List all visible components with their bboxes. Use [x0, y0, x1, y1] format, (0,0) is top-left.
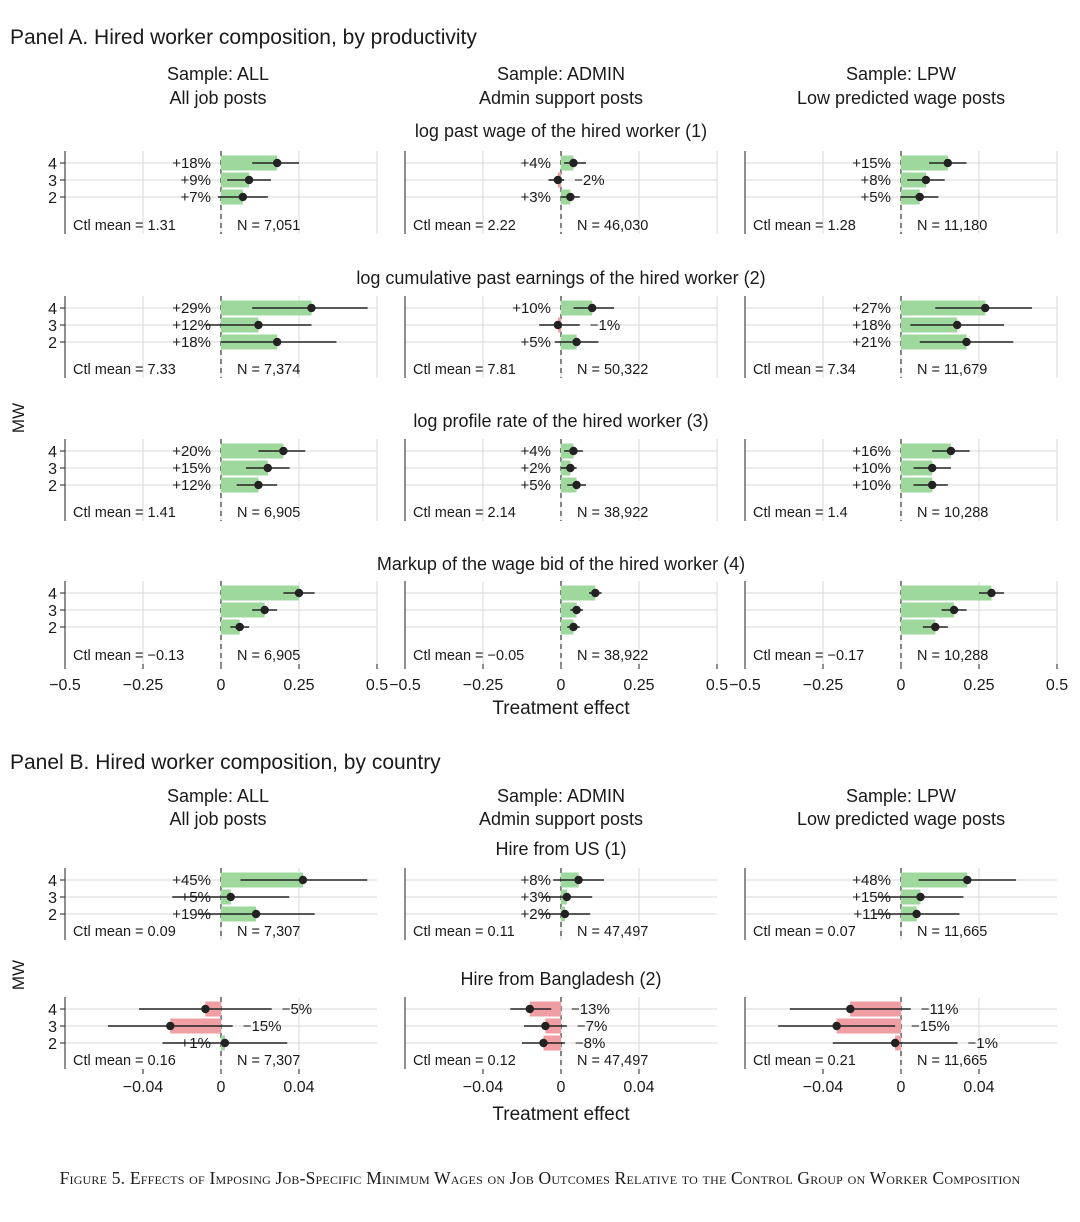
- facet-cell: [48, 868, 377, 940]
- point-estimate: [928, 464, 936, 472]
- column-description: Low predicted wage posts: [796, 809, 1006, 829]
- control-mean-label: Ctl mean = 0.11: [413, 924, 515, 940]
- point-estimate: [227, 893, 235, 901]
- point-estimate: [944, 159, 952, 167]
- point-estimate: [221, 1039, 229, 1047]
- effect-label: −8%: [574, 1035, 606, 1052]
- control-mean-label: Ctl mean = 1.4: [753, 505, 848, 521]
- point-estimate: [554, 321, 562, 329]
- sample-size-label: N = 11,679: [917, 362, 988, 378]
- row-title: log cumulative past earnings of the hired worker (2): [356, 268, 766, 288]
- point-estimate: [572, 481, 580, 489]
- x-axis-label: Treatment effect: [492, 698, 630, 719]
- point-estimate: [260, 606, 268, 614]
- facet-cell: [745, 439, 1057, 521]
- y-tick-label: 2: [48, 1036, 57, 1053]
- point-estimate: [931, 623, 939, 631]
- x-tick-label: 0: [556, 677, 566, 694]
- effect-label: +27%: [852, 300, 891, 317]
- y-tick-label: 3: [48, 1019, 57, 1036]
- effect-label: +2%: [520, 460, 551, 477]
- sample-size-label: N = 6,905: [237, 648, 301, 664]
- x-tick-label: 0.25: [963, 677, 995, 694]
- effect-label: −13%: [571, 1001, 610, 1018]
- x-tick-label: 0: [216, 1079, 226, 1096]
- control-mean-label: Ctl mean = 0.12: [413, 1053, 516, 1069]
- x-tick-label: 0.25: [623, 677, 655, 694]
- panel-title: Panel A. Hired worker composition, by productivity: [10, 26, 477, 49]
- effect-label: +15%: [852, 889, 891, 906]
- control-mean-label: Ctl mean = −0.05: [413, 648, 525, 664]
- control-mean-label: Ctl mean = −0.13: [73, 648, 185, 664]
- y-tick-label: 2: [48, 620, 57, 637]
- point-estimate: [572, 338, 580, 346]
- control-mean-label: Ctl mean = 1.28: [753, 218, 856, 234]
- facet-cell: [405, 296, 717, 378]
- y-tick-label: 4: [48, 301, 57, 318]
- bar: [901, 586, 991, 601]
- effect-label: +3%: [520, 889, 551, 906]
- x-axis-label: Treatment effect: [492, 1104, 630, 1125]
- effect-label: −15%: [911, 1018, 950, 1035]
- sample-size-label: N = 7,374: [237, 362, 301, 378]
- effect-label: +12%: [172, 477, 211, 494]
- effect-label: +19%: [172, 906, 211, 923]
- effect-label: +20%: [172, 443, 211, 460]
- figure-caption: Figure 5. Effects of Imposing Job-Specific Minimum Wages on Job Outcomes Relative to the Control Group on Worker Composition: [59, 1168, 1021, 1188]
- y-tick-label: 2: [48, 190, 57, 207]
- facet-cell: [745, 868, 1057, 940]
- y-tick-label: 3: [48, 173, 57, 190]
- x-tick-label: 0: [896, 677, 906, 694]
- x-tick-label: 0: [216, 677, 226, 694]
- effect-label: −1%: [967, 1035, 999, 1052]
- control-mean-label: Ctl mean = 1.31: [73, 218, 176, 234]
- effect-label: +4%: [520, 155, 551, 172]
- panel-title: Panel B. Hired worker composition, by country: [10, 751, 441, 774]
- row-number: (2): [639, 969, 662, 989]
- effect-label: −2%: [574, 172, 605, 189]
- control-mean-label: Ctl mean = 0.07: [753, 924, 856, 940]
- point-estimate: [273, 159, 281, 167]
- control-mean-label: Ctl mean = 0.16: [73, 1053, 176, 1069]
- point-estimate: [526, 1005, 534, 1013]
- effect-label: +29%: [172, 300, 211, 317]
- sample-size-label: N = 11,180: [917, 218, 988, 234]
- point-estimate: [561, 910, 569, 918]
- effect-label: +1%: [180, 1035, 211, 1052]
- effect-label: −5%: [281, 1001, 313, 1018]
- sample-size-label: N = 11,665: [917, 924, 988, 940]
- row-title: Markup of the wage bid of the hired worker (4): [376, 554, 746, 574]
- effect-label: +10%: [852, 477, 891, 494]
- point-estimate: [307, 304, 315, 312]
- point-estimate: [566, 193, 574, 201]
- point-estimate: [832, 1022, 840, 1030]
- x-tick-label: −0.04: [802, 1079, 844, 1096]
- point-estimate: [953, 321, 961, 329]
- point-estimate: [569, 623, 577, 631]
- x-tick-label: −0.04: [122, 1079, 164, 1096]
- row-title: Hire from Bangladesh (2): [460, 969, 662, 989]
- effect-label: +2%: [520, 906, 551, 923]
- point-estimate: [563, 893, 571, 901]
- point-estimate: [254, 321, 262, 329]
- sample-size-label: N = 7,307: [237, 924, 301, 940]
- effect-label: +4%: [520, 443, 551, 460]
- point-estimate: [922, 176, 930, 184]
- y-tick-label: 3: [48, 318, 57, 335]
- effect-label: −1%: [589, 317, 621, 334]
- effect-label: +16%: [852, 443, 891, 460]
- x-tick-label: 0: [556, 1079, 566, 1096]
- column-sample-label: Sample: ADMIN: [496, 64, 626, 84]
- y-tick-label: 3: [48, 461, 57, 478]
- point-estimate: [591, 589, 599, 597]
- facet-cell: [48, 997, 377, 1069]
- effect-label: +15%: [172, 460, 211, 477]
- control-mean-label: Ctl mean = 2.14: [413, 505, 516, 521]
- point-estimate: [566, 464, 574, 472]
- point-estimate: [254, 481, 262, 489]
- effect-label: +18%: [172, 155, 211, 172]
- sample-size-label: N = 10,288: [917, 505, 989, 521]
- x-tick-label: 0.5: [1045, 677, 1069, 694]
- facet-cell: [745, 997, 1057, 1069]
- column-description: All job posts: [169, 809, 267, 829]
- y-tick-label: 4: [48, 1002, 57, 1019]
- point-estimate: [252, 910, 260, 918]
- point-estimate: [273, 338, 281, 346]
- facet-cell: [48, 151, 377, 234]
- point-estimate: [962, 338, 970, 346]
- sample-size-label: N = 38,922: [577, 505, 649, 521]
- panel-a: [9, 26, 1068, 719]
- point-estimate: [572, 606, 580, 614]
- row-number: (4): [723, 554, 746, 574]
- point-estimate: [166, 1022, 174, 1030]
- x-tick-label: 0.5: [365, 677, 389, 694]
- row-title: log profile rate of the hired worker (3): [413, 411, 709, 431]
- point-estimate: [569, 159, 577, 167]
- column-sample-label: Sample: LPW: [845, 64, 957, 84]
- effect-label: +5%: [520, 334, 551, 351]
- row-title: log past wage of the hired worker (1): [414, 121, 708, 141]
- y-tick-label: 2: [48, 478, 57, 495]
- point-estimate: [541, 1022, 549, 1030]
- column-description: All job posts: [169, 88, 267, 108]
- point-estimate: [279, 447, 287, 455]
- y-tick-label: 4: [48, 156, 57, 173]
- point-estimate: [891, 1039, 899, 1047]
- effect-label: +5%: [180, 889, 211, 906]
- x-tick-label: 0: [896, 1079, 906, 1096]
- effect-label: +12%: [172, 317, 211, 334]
- effect-label: +3%: [520, 189, 551, 206]
- effect-label: −15%: [242, 1018, 282, 1035]
- column-description: Admin support posts: [478, 809, 644, 829]
- control-mean-label: Ctl mean = 7.34: [753, 362, 856, 378]
- column-sample-label: Sample: ALL: [166, 786, 270, 806]
- sample-size-label: N = 38,922: [577, 648, 649, 664]
- facet-cell: [405, 439, 717, 521]
- effect-label: +18%: [172, 334, 211, 351]
- x-tick-label: −0.25: [802, 677, 844, 694]
- facet-cell: [745, 296, 1057, 378]
- x-tick-label: 0.04: [623, 1079, 655, 1096]
- control-mean-label: Ctl mean = −0.17: [753, 648, 865, 664]
- x-tick-label: −0.5: [49, 677, 81, 694]
- column-description: Admin support posts: [478, 88, 644, 108]
- y-axis-label-mw: MW: [9, 402, 28, 434]
- sample-size-label: N = 47,497: [577, 924, 649, 940]
- control-mean-label: Ctl mean = 2.22: [413, 218, 516, 234]
- control-mean-label: Ctl mean = 7.81: [413, 362, 516, 378]
- y-tick-label: 4: [48, 444, 57, 461]
- effect-label: +10%: [852, 460, 891, 477]
- y-axis-label-mw: MW: [9, 959, 28, 991]
- facet-cell: [48, 581, 377, 664]
- x-tick-label: −0.04: [462, 1079, 504, 1096]
- effect-label: +45%: [172, 872, 211, 889]
- point-estimate: [554, 176, 562, 184]
- facet-cell: [745, 151, 1057, 234]
- panel-b: [9, 751, 1057, 1125]
- column-sample-label: Sample: ALL: [166, 64, 270, 84]
- point-estimate: [912, 910, 920, 918]
- facet-cell: [405, 868, 717, 940]
- row-number: (1): [604, 839, 627, 859]
- facet-cell: [405, 581, 717, 664]
- effect-label: +5%: [520, 477, 551, 494]
- point-estimate: [239, 193, 247, 201]
- control-mean-label: Ctl mean = 0.09: [73, 924, 176, 940]
- effect-label: −11%: [920, 1001, 959, 1018]
- point-estimate: [916, 193, 924, 201]
- y-tick-label: 2: [48, 335, 57, 352]
- sample-size-label: N = 46,030: [577, 218, 649, 234]
- row-number: (2): [743, 268, 766, 288]
- point-estimate: [846, 1005, 854, 1013]
- sample-size-label: N = 7,051: [237, 218, 301, 234]
- point-estimate: [539, 1039, 547, 1047]
- column-description: Low predicted wage posts: [796, 88, 1006, 108]
- column-sample-label: Sample: ADMIN: [496, 786, 626, 806]
- effect-label: +5%: [860, 189, 891, 206]
- point-estimate: [236, 623, 244, 631]
- point-estimate: [574, 876, 582, 884]
- effect-label: +18%: [852, 317, 891, 334]
- point-estimate: [588, 304, 596, 312]
- x-tick-label: 0.04: [283, 1079, 315, 1096]
- y-tick-label: 3: [48, 890, 57, 907]
- facet-cell: [48, 296, 377, 378]
- effect-label: +48%: [852, 872, 891, 889]
- point-estimate: [569, 447, 577, 455]
- x-tick-label: −0.25: [462, 677, 504, 694]
- sample-size-label: N = 11,665: [917, 1053, 988, 1069]
- point-estimate: [299, 876, 307, 884]
- effect-label: +8%: [520, 872, 551, 889]
- y-tick-label: 4: [48, 586, 57, 603]
- effect-label: +10%: [512, 300, 551, 317]
- point-estimate: [947, 447, 955, 455]
- row-number: (3): [686, 411, 709, 431]
- facet-cell: [405, 151, 717, 234]
- point-estimate: [981, 304, 989, 312]
- sample-size-label: N = 47,497: [577, 1053, 649, 1069]
- facet-cell: [405, 997, 717, 1069]
- control-mean-label: Ctl mean = 7.33: [73, 362, 176, 378]
- y-tick-label: 4: [48, 873, 57, 890]
- sample-size-label: N = 6,905: [237, 505, 301, 521]
- effect-label: +11%: [853, 906, 891, 923]
- point-estimate: [245, 176, 253, 184]
- control-mean-label: Ctl mean = 0.21: [753, 1053, 856, 1069]
- effect-label: −7%: [576, 1018, 608, 1035]
- point-estimate: [916, 893, 924, 901]
- effect-label: +7%: [180, 189, 211, 206]
- effect-label: +9%: [180, 172, 211, 189]
- point-estimate: [987, 589, 995, 597]
- effect-label: +8%: [860, 172, 891, 189]
- x-tick-label: 0.5: [705, 677, 729, 694]
- facet-cell: [745, 581, 1057, 664]
- x-tick-label: 0.25: [283, 677, 315, 694]
- point-estimate: [963, 876, 971, 884]
- sample-size-label: N = 50,322: [577, 362, 649, 378]
- point-estimate: [950, 606, 958, 614]
- y-tick-label: 3: [48, 603, 57, 620]
- point-estimate: [295, 589, 303, 597]
- point-estimate: [201, 1005, 209, 1013]
- row-title: Hire from US (1): [495, 839, 627, 859]
- point-estimate: [264, 464, 272, 472]
- effect-label: +21%: [852, 334, 891, 351]
- row-number: (1): [685, 121, 708, 141]
- column-sample-label: Sample: LPW: [845, 786, 957, 806]
- x-tick-label: −0.25: [122, 677, 164, 694]
- x-tick-label: −0.5: [729, 677, 761, 694]
- sample-size-label: N = 10,288: [917, 648, 989, 664]
- x-tick-label: −0.5: [389, 677, 421, 694]
- x-tick-label: 0.04: [963, 1079, 995, 1096]
- point-estimate: [928, 481, 936, 489]
- effect-label: +15%: [852, 155, 891, 172]
- control-mean-label: Ctl mean = 1.41: [73, 505, 176, 521]
- facet-cell: [48, 439, 377, 521]
- sample-size-label: N = 7,307: [237, 1053, 301, 1069]
- y-tick-label: 2: [48, 907, 57, 924]
